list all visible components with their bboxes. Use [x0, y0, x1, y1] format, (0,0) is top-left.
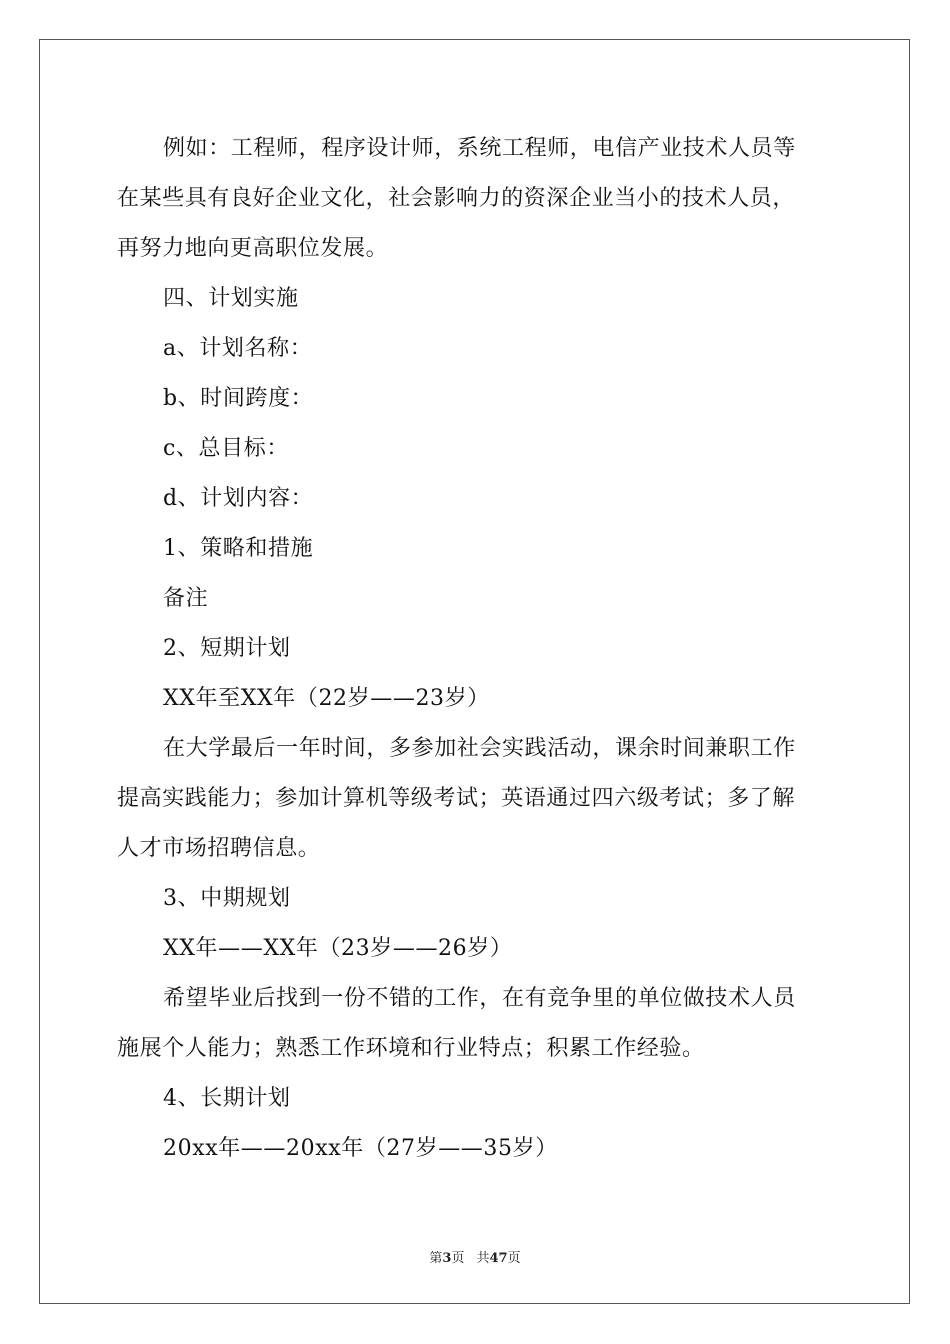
plan-item: c、总目标： [163, 436, 289, 461]
period-line: XX年——XX年（23岁——26岁） [163, 936, 513, 961]
document-body [117, 124, 837, 1174]
paragraph-line: 例如：工程师，程序设计师，系统工程师，电信产业技术人员等 [163, 136, 796, 161]
paragraph-line: 提高实践能力；参加计算机等级考试；英语通过四六级考试；多了解 [117, 786, 796, 811]
plan-item: a、计划名称： [163, 336, 313, 361]
subsection-heading: 2、短期计划 [163, 636, 291, 661]
paragraph-line: 希望毕业后找到一份不错的工作，在有竞争里的单位做技术人员 [163, 986, 796, 1011]
paragraph-line: 施展个人能力；熟悉工作环境和行业特点；积累工作经验。 [117, 1036, 705, 1061]
subsection-heading: 1、策略和措施 [163, 536, 314, 561]
page-prefix: 第 [429, 1251, 443, 1266]
page-number: 3 [442, 1251, 452, 1266]
period-line: XX年至XX年（22岁——23岁） [163, 686, 490, 711]
period-line: 20xx年——20xx年（27岁——35岁） [163, 1136, 558, 1161]
paragraph-line: 人才市场招聘信息。 [117, 836, 321, 861]
plan-item: b、时间跨度： [163, 386, 314, 411]
total-pages: 47 [489, 1251, 508, 1266]
page-footer [0, 1247, 950, 1266]
total-suffix: 页 [507, 1251, 521, 1266]
paragraph-line: 在大学最后一年时间，多参加社会实践活动，课余时间兼职工作 [163, 736, 796, 761]
subsection-heading: 3、中期规划 [163, 886, 291, 911]
page-suffix: 页 [451, 1251, 465, 1266]
paragraph-line: 再努力地向更高职位发展。 [117, 236, 389, 261]
section-heading: 四、计划实施 [163, 286, 299, 311]
paragraph-line: 备注 [163, 586, 209, 611]
plan-item: d、计划内容： [163, 486, 314, 511]
subsection-heading: 4、长期计划 [163, 1086, 291, 1111]
total-prefix: 共 [476, 1251, 490, 1266]
paragraph-line: 在某些具有良好企业文化，社会影响力的资深企业当小的技术人员， [117, 186, 796, 211]
